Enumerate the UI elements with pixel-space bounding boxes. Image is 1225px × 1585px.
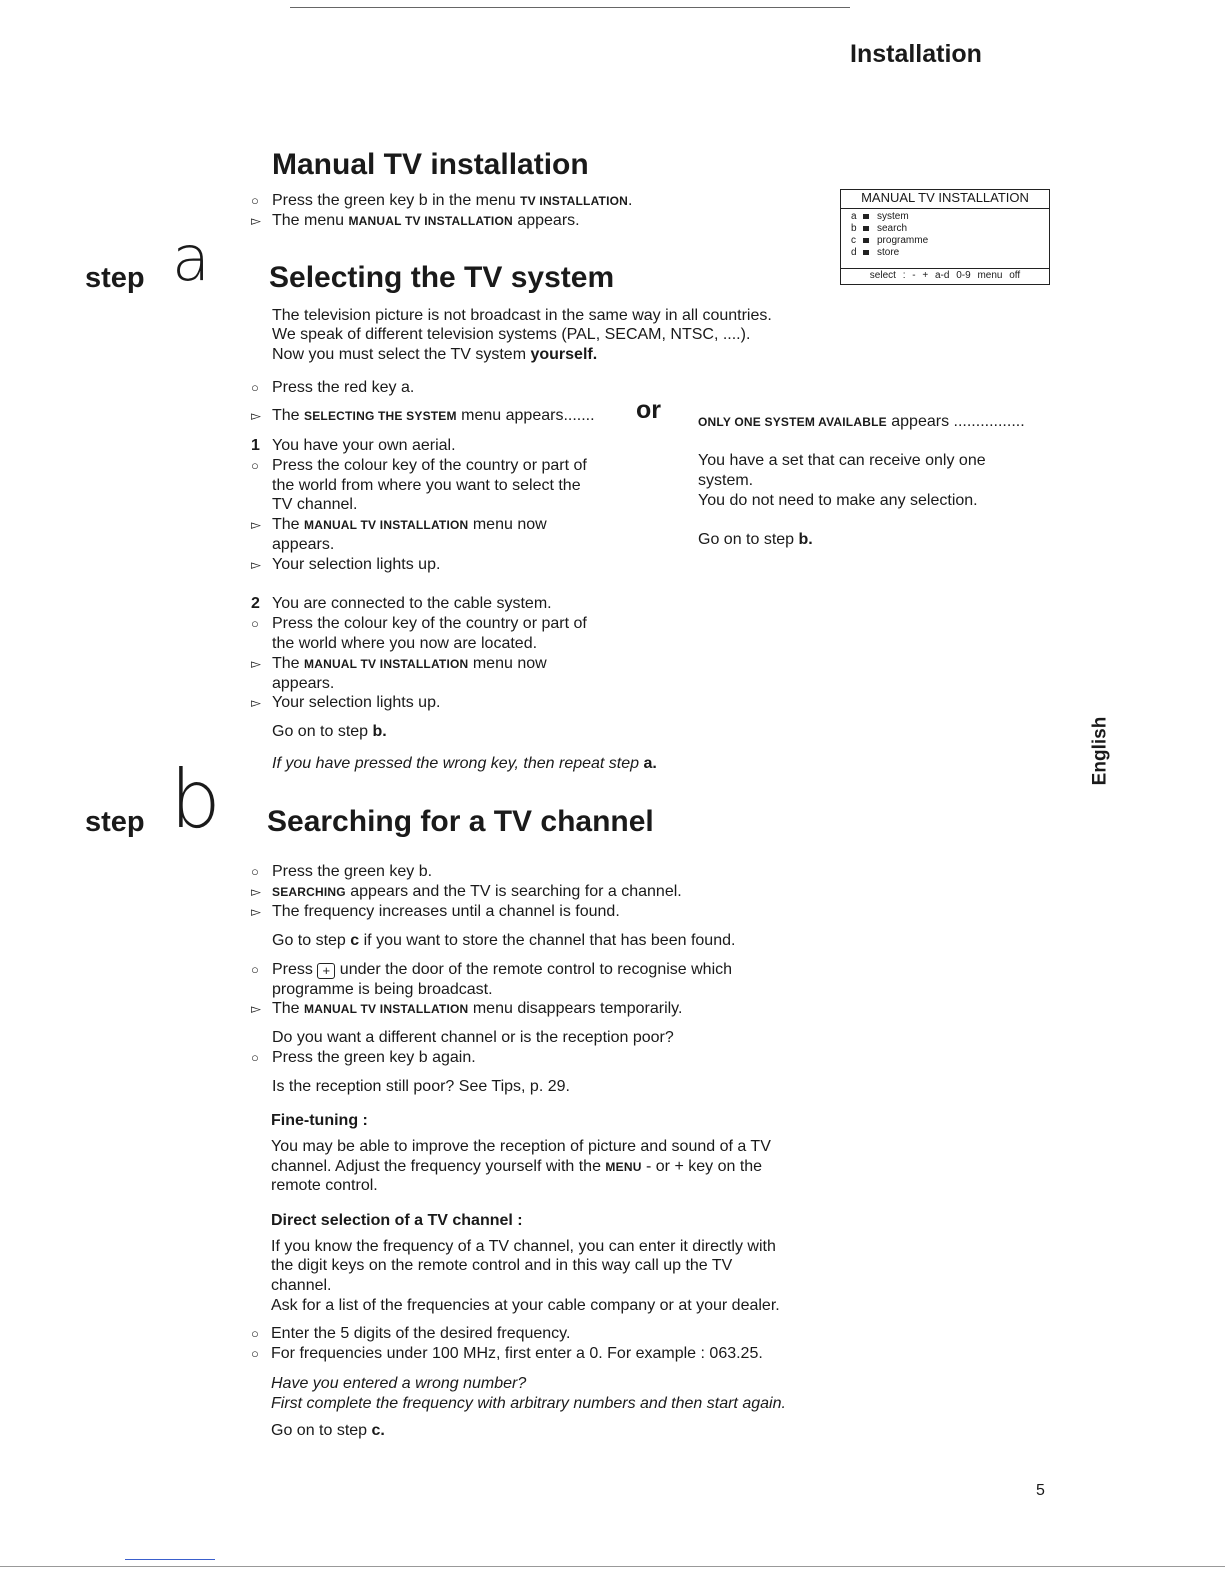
- arrow-bullet-icon: ▻: [251, 656, 261, 671]
- direct-line-3: channel.: [271, 1277, 332, 1294]
- right-go-on: Go on to step b.: [698, 531, 813, 548]
- under-100-mhz: For frequencies under 100 MHz, first enter a 0. For example : 063.25.: [271, 1345, 763, 1362]
- wrong-key-note: If you have pressed the wrong key, then repeat step a.: [272, 755, 657, 772]
- different-channel-question: Do you want a different channel or is the reception poor?: [272, 1029, 674, 1046]
- arrow-bullet-icon: ▻: [251, 904, 261, 919]
- step-b-heading: Searching for a TV channel: [267, 805, 654, 838]
- still-poor: Is the reception still poor? See Tips, p. 29.: [272, 1078, 570, 1095]
- right-line-3: You do not need to make any selection.: [698, 492, 978, 509]
- menu-item-store: d store: [851, 247, 900, 258]
- press-red-key: Press the red key a.: [272, 379, 415, 396]
- or-label: or: [636, 396, 661, 424]
- fine-tuning-line-3: remote control.: [271, 1177, 378, 1194]
- step-a-heading: Selecting the TV system: [269, 261, 615, 294]
- arrow-bullet-icon: ▻: [251, 695, 261, 710]
- direct-line-4: Ask for a list of the frequencies at your cable company or at your dealer.: [271, 1297, 780, 1314]
- page-number: 5: [1036, 1482, 1045, 1499]
- system-para-2: We speak of different television systems (PAL, SECAM, NTSC, ....).: [272, 326, 751, 343]
- case-1-title: You have your own aerial.: [272, 437, 456, 454]
- fine-tuning-line-2: channel. Adjust the frequency yourself with the MENU - or + key on the: [271, 1158, 763, 1175]
- case-1-line-1: Press the colour key of the country or part of: [272, 457, 587, 474]
- circle-bullet-icon: ○: [251, 1050, 259, 1065]
- right-line-2: system.: [698, 472, 754, 489]
- arrow-bullet-icon: ▻: [251, 557, 261, 572]
- selecting-system-appears: The SELECTING THE SYSTEM menu appears.......: [272, 407, 595, 424]
- arrow-bullet-icon: ▻: [251, 408, 261, 423]
- case-1-line-3: TV channel.: [272, 496, 358, 513]
- intro-line-2: The menu MANUAL TV INSTALLATION appears.: [272, 212, 580, 229]
- page-title: Manual TV installation: [272, 148, 589, 181]
- wrong-number-note: Have you entered a wrong number?: [271, 1375, 527, 1392]
- system-para-1: The television picture is not broadcast in the same way in all countries.: [272, 307, 772, 324]
- complete-frequency-note: First complete the frequency with arbitrary numbers and then start again.: [271, 1395, 786, 1412]
- fine-tuning-line-1: You may be able to improve the reception of picture and sound of a TV: [271, 1138, 771, 1155]
- step-label: step: [85, 262, 145, 294]
- fine-tuning-title: Fine-tuning :: [271, 1112, 368, 1129]
- arrow-bullet-icon: ▻: [251, 517, 261, 532]
- menu-disappears: The MANUAL TV INSTALLATION menu disappears temporarily.: [272, 1000, 683, 1017]
- go-on-step-c: Go on to step c.: [271, 1422, 385, 1439]
- circle-bullet-icon: ○: [251, 193, 259, 208]
- go-to-step-c: Go to step c if you want to store the channel that has been found.: [272, 932, 736, 949]
- case-2-lights: Your selection lights up.: [272, 694, 441, 711]
- case-1-menu-line: The MANUAL TV INSTALLATION menu now: [272, 516, 547, 533]
- case-2-menu-line: The MANUAL TV INSTALLATION menu now: [272, 655, 547, 672]
- case-1-line-2: the world from where you want to select the: [272, 477, 581, 494]
- scan-edge-line: [290, 7, 850, 8]
- circle-bullet-icon: ○: [251, 1326, 259, 1341]
- plus-key-icon: +: [317, 963, 335, 979]
- direct-line-2: the digit keys on the remote control and in this way call up the TV: [271, 1257, 733, 1274]
- direct-selection-title: Direct selection of a TV channel :: [271, 1212, 523, 1229]
- menu-item-programme: c programme: [851, 235, 929, 246]
- step-letter-b: b: [170, 753, 221, 846]
- direct-line-1: If you know the frequency of a TV channel, you can enter it directly with: [271, 1238, 776, 1255]
- square-bullet-icon: [863, 214, 869, 219]
- circle-bullet-icon: ○: [251, 1346, 259, 1361]
- square-bullet-icon: [863, 226, 869, 231]
- manual-tv-installation-menu: [840, 189, 1050, 285]
- scan-edge-line: [125, 1559, 215, 1560]
- arrow-bullet-icon: ▻: [251, 884, 261, 899]
- frequency-increases: The frequency increases until a channel is found.: [272, 903, 620, 920]
- scan-edge-line: [0, 1566, 1225, 1567]
- right-line-1: You have a set that can receive only one: [698, 452, 986, 469]
- only-one-system-appears: ONLY ONE SYSTEM AVAILABLE appears ................: [698, 413, 1025, 430]
- step-label: step: [85, 806, 145, 838]
- case-2-title: You are connected to the cable system.: [272, 595, 552, 612]
- menu-footer: select : - + a-d 0-9 menu off: [841, 268, 1049, 284]
- menu-item-system: a system: [851, 211, 909, 222]
- case-2-number: 2: [251, 595, 260, 612]
- language-tab: English: [1089, 716, 1111, 786]
- press-green-again: Press the green key b again.: [272, 1049, 476, 1066]
- case-1-lights: Your selection lights up.: [272, 556, 441, 573]
- case-1-number: 1: [251, 437, 260, 454]
- circle-bullet-icon: ○: [251, 380, 259, 395]
- press-green-key: Press the green key b.: [272, 863, 433, 880]
- square-bullet-icon: [863, 238, 869, 243]
- step-letter-a: a: [172, 222, 210, 295]
- circle-bullet-icon: ○: [251, 458, 259, 473]
- circle-bullet-icon: ○: [251, 864, 259, 879]
- circle-bullet-icon: ○: [251, 616, 259, 631]
- searching-appears: SEARCHING appears and the TV is searching for a channel.: [272, 883, 682, 900]
- intro-line-1: Press the green key b in the menu TV INSTALLATION.: [272, 192, 633, 209]
- system-para-3: Now you must select the TV system yourself.: [272, 346, 598, 363]
- go-on-step-b: Go on to step b.: [272, 723, 387, 740]
- case-2-line-1: Press the colour key of the country or part of: [272, 615, 587, 632]
- section-header: Installation: [850, 40, 982, 68]
- case-1-menu-line-2: appears.: [272, 536, 335, 553]
- square-bullet-icon: [863, 250, 869, 255]
- enter-five-digits: Enter the 5 digits of the desired frequency.: [271, 1325, 571, 1342]
- press-info-key: Press + under the door of the remote control to recognise which: [272, 961, 733, 978]
- press-info-line-2: programme is being broadcast.: [272, 981, 493, 998]
- arrow-bullet-icon: ▻: [251, 1001, 261, 1016]
- menu-item-search: b search: [851, 223, 908, 234]
- circle-bullet-icon: ○: [251, 962, 259, 977]
- menu-title: MANUAL TV INSTALLATION: [841, 190, 1049, 209]
- arrow-bullet-icon: ▻: [251, 213, 261, 228]
- case-2-menu-line-2: appears.: [272, 675, 335, 692]
- case-2-line-2: the world where you now are located.: [272, 635, 538, 652]
